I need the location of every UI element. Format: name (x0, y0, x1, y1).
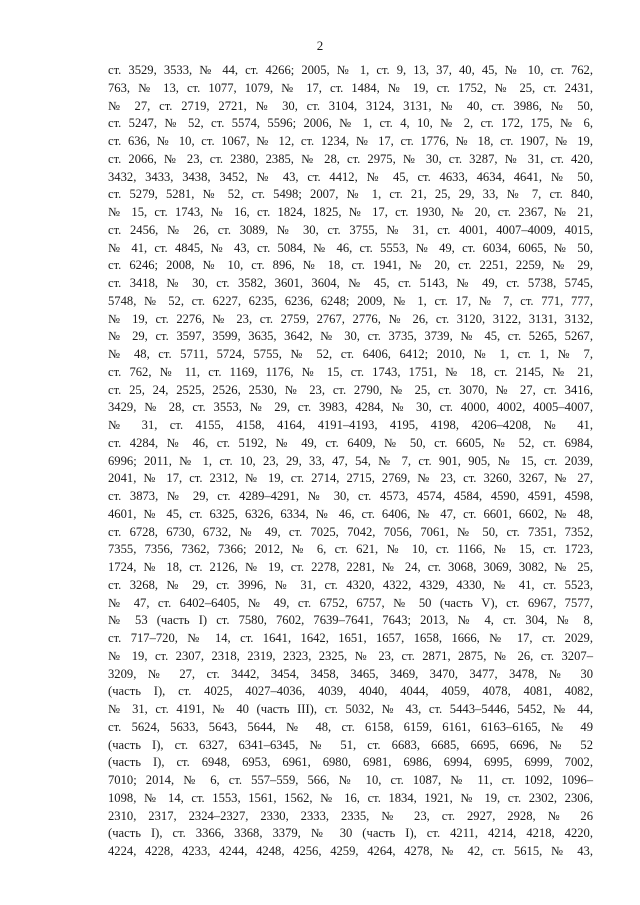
text-line: ст. 2456, № 26, ст. 3089, № 30, ст. 3755, № 31, ст. 4001, 4007–4009, 4015, (108, 222, 593, 237)
text-line: № 47, ст. 6402–6405, № 49, ст. 6752, 6757, № 50 (часть V), ст. 6967, 7577, (108, 595, 593, 610)
text-line: 4224, 4228, 4233, 4244, 4248, 4256, 4259, 4264, 4278, № 42, ст. 5615, № 43, (108, 844, 593, 858)
text-line: 2041, № 17, ст. 2312, № 19, ст. 2714, 2715, 2769, № 23, ст. 3260, 3267, № 27, (108, 471, 593, 486)
text-line: № 27, ст. 2719, 2721, № 30, ст. 3104, 3124, 3131, № 40, ст. 3986, № 50, (108, 98, 593, 113)
text-line: ст. 3268, № 29, ст. 3996, № 31, ст. 4320, 4322, 4329, 4330, № 41, ст. 5523, (108, 577, 593, 592)
text-line: (часть I), ст. 4025, 4027–4036, 4039, 4040, 4044, 4059, 4078, 4081, 4082, (108, 684, 593, 699)
text-line: № 31, ст. 4191, № 40 (часть III), ст. 5032, № 43, ст. 5443–5446, 5452, № 44, (108, 702, 593, 716)
text-line: ст. 25, 24, 2525, 2526, 2530, № 23, ст. 2790, № 25, ст. 3070, № 27, ст. 3416, (108, 382, 593, 397)
text-line: № 41, ст. 4845, № 43, ст. 5084, № 46, ст. 5553, № 49, ст. 6034, 6065, № 50, (108, 240, 593, 255)
text-line: 2310, 2317, 2324–2327, 2330, 2333, 2335, № 23, ст. 2927, 2928, № 26 (108, 808, 593, 823)
text-line: (часть I), ст. 6948, 6953, 6961, 6980, 6981, 6986, 6994, 6995, 6999, 7002, (108, 755, 593, 770)
text-line: 6996; 2011, № 1, ст. 10, 23, 29, 33, 47, 54, № 7, ст. 901, 905, № 15, ст. 2039, (108, 453, 593, 468)
text-line: № 29, ст. 3597, 3599, 3635, 3642, № 30, ст. 3735, 3739, № 45, ст. 5265, 5267, (108, 329, 593, 344)
text-line: (часть I), ст. 3366, 3368, 3379, № 30 (часть I), ст. 4211, 4214, 4218, 4220, (108, 826, 593, 841)
text-line: 3432, 3433, 3438, 3452, № 43, ст. 4412, № 45, ст. 4633, 4634, 4641, № 50, (108, 169, 593, 184)
text-line: 7355, 7356, 7362, 7366; 2012, № 6, ст. 621, № 10, ст. 1166, № 15, ст. 1723, (108, 542, 593, 557)
text-line: № 48, ст. 5711, 5724, 5755, № 52, ст. 6406, 6412; 2010, № 1, ст. 1, № 7, (108, 347, 593, 361)
text-line: 3209, № 27, ст. 3442, 3454, 3458, 3465, 3469, 3470, 3477, 3478, № 30 (108, 666, 593, 681)
text-line: ст. 5279, 5281, № 52, ст. 5498; 2007, № 1, ст. 21, 25, 29, 33, № 7, ст. 840, (108, 187, 593, 202)
text-line: (часть I), ст. 6327, 6341–6345, № 51, ст. 6683, 6685, 6695, 6696, № 52 (108, 737, 593, 752)
text-line: 1098, № 14, ст. 1553, 1561, 1562, № 16, ст. 1834, 1921, № 19, ст. 2302, 2306, (108, 790, 593, 805)
text-line: ст. 3418, № 30, ст. 3582, 3601, 3604, № 45, ст. 5143, № 49, ст. 5738, 5745, (108, 276, 593, 290)
text-line: 5748, № 52, ст. 6227, 6235, 6236, 6248; 2009, № 1, ст. 17, № 7, ст. 771, 777, (108, 293, 593, 308)
text-line: 1724, № 18, ст. 2126, № 19, ст. 2278, 2281, № 24, ст. 3068, 3069, 3082, № 25, (108, 560, 593, 574)
text-line: 3429, № 28, ст. 3553, № 29, ст. 3983, 4284, № 30, ст. 4000, 4002, 4005–4007, (108, 400, 593, 415)
text-line: ст. 3529, 3533, № 44, ст. 4266; 2005, № 1, ст. 9, 13, 37, 40, 45, № 10, ст. 762, (108, 63, 593, 77)
text-line: ст. 636, № 10, ст. 1067, № 12, ст. 1234, № 17, ст. 1776, № 18, ст. 1907, № 19, (108, 134, 593, 148)
text-line: ст. 5247, № 52, ст. 5574, 5596; 2006, № 1, ст. 4, 10, № 2, ст. 172, 175, № 6, (108, 116, 593, 131)
text-line: ст. 3873, № 29, ст. 4289–4291, № 30, ст. 4573, 4574, 4584, 4590, 4591, 4598, (108, 489, 593, 503)
text-line: 763, № 13, ст. 1077, 1079, № 17, ст. 1484, № 19, ст. 1752, № 25, ст. 2431, (108, 80, 593, 95)
text-line: № 19, ст. 2276, № 23, ст. 2759, 2767, 2776, № 26, ст. 3120, 3122, 3131, 3132, (108, 311, 593, 326)
text-line: ст. 2066, № 23, ст. 2380, 2385, № 28, ст. 2975, № 30, ст. 3287, № 31, ст. 420, (108, 151, 593, 166)
text-line: 7010; 2014, № 6, ст. 557–559, 566, № 10, ст. 1087, № 11, ст. 1092, 1096– (108, 773, 593, 787)
text-line: ст. 717–720, № 14, ст. 1641, 1642, 1651, 1657, 1658, 1666, № 17, ст. 2029, (108, 631, 593, 645)
text-line: № 53 (часть I) ст. 7580, 7602, 7639–7641, 7643; 2013, № 4, ст. 304, № 8, (108, 613, 593, 628)
page-number: 2 (316, 38, 324, 53)
text-line: ст. 5624, 5633, 5643, 5644, № 48, ст. 6158, 6159, 6161, 6163–6165, № 49 (108, 719, 593, 734)
text-line: ст. 4284, № 46, ст. 5192, № 49, ст. 6409, № 50, ст. 6605, № 52, ст. 6984, (108, 435, 593, 450)
text-line: № 15, ст. 1743, № 16, ст. 1824, 1825, № 17, ст. 1930, № 20, ст. 2367, № 21, (108, 205, 593, 219)
text-line: ст. 762, № 11, ст. 1169, 1176, № 15, ст. 1743, 1751, № 18, ст. 2145, № 21, (108, 364, 593, 379)
text-line: 4601, № 45, ст. 6325, 6326, 6334, № 46, ст. 6406, № 47, ст. 6601, 6602, № 48, (108, 506, 593, 521)
body-text (108, 62, 593, 861)
text-line: ст. 6728, 6730, 6732, № 49, ст. 7025, 7042, 7056, 7061, № 50, ст. 7351, 7352, (108, 524, 593, 539)
text-line: № 19, ст. 2307, 2318, 2319, 2323, 2325, № 23, ст. 2871, 2875, № 26, ст. 3207– (108, 648, 593, 663)
text-line: ст. 6246; 2008, № 10, ст. 896, № 18, ст. 1941, № 20, ст. 2251, 2259, № 29, (108, 258, 593, 273)
text-line: № 31, ст. 4155, 4158, 4164, 4191–4193, 4195, 4198, 4206–4208, № 41, (108, 418, 593, 432)
